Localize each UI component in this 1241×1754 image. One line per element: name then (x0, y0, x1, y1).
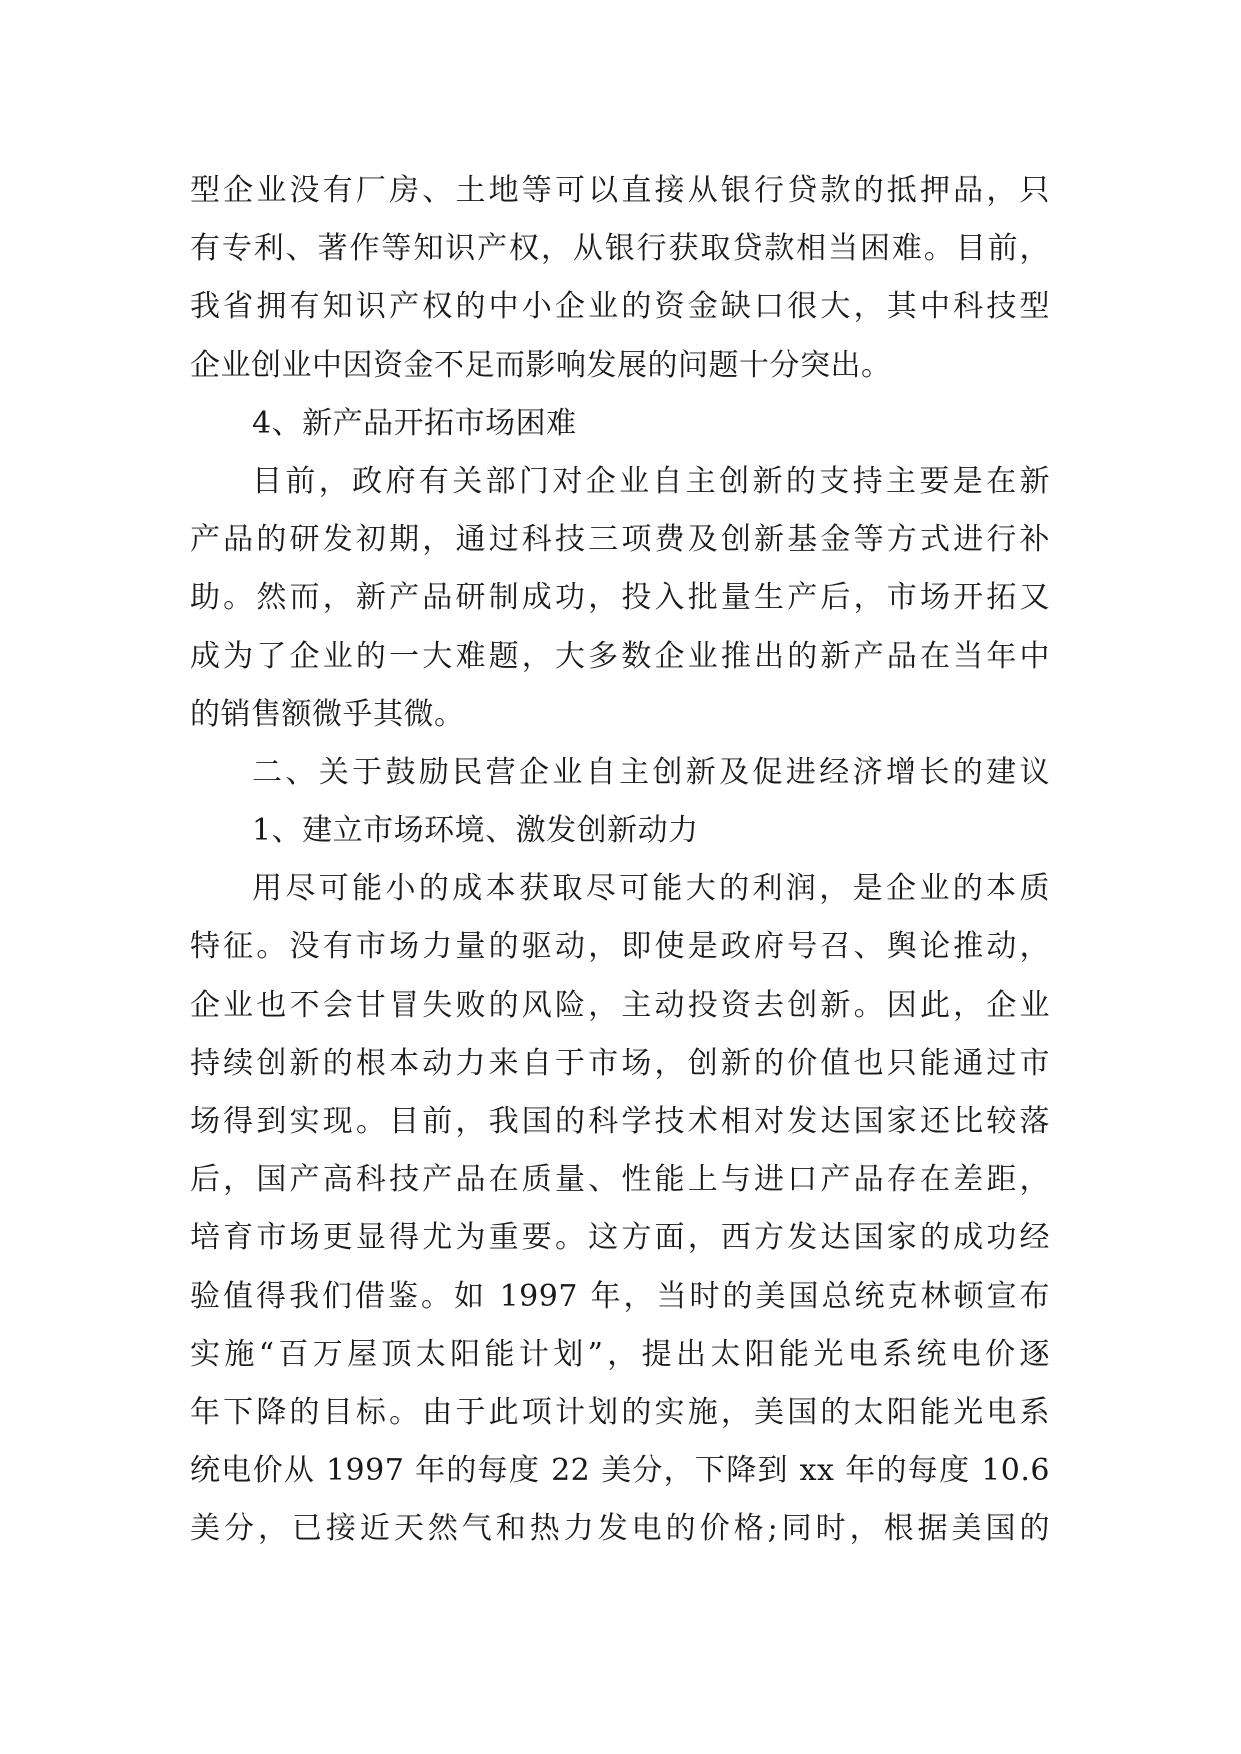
text-line: 统电价从 1997 年的每度 22 美分，下降到 xx 年的每度 10.6 (190, 1453, 1050, 1489)
text-line: 年下降的目标。由于此项计划的实施，美国的太阳能光电系 (190, 1394, 1050, 1430)
text-line: 培育市场更显得尤为重要。这方面，西方发达国家的成功经 (190, 1220, 1050, 1256)
section-heading: 4、新产品开拓市场困难 (252, 405, 577, 441)
text-line: 实施“百万屋顶太阳能计划”，提出太阳能光电系统电价逐 (190, 1336, 1050, 1372)
document-page (190, 162, 1050, 1559)
text-line: 美分，已接近天然气和热力发电的价格;同时，根据美国的 (190, 1511, 1050, 1547)
text-line: 助。然而，新产品研制成功，投入批量生产后，市场开拓又 (190, 580, 1050, 616)
text-line: 特征。没有市场力量的驱动，即使是政府号召、舆论推动， (190, 929, 1050, 965)
text-line: 用尽可能小的成本获取尽可能大的利润，是企业的本质 (252, 871, 1050, 907)
text-line: 持续创新的根本动力来自于市场，创新的价值也只能通过市 (190, 1045, 1050, 1081)
text-line: 成为了企业的一大难题，大多数企业推出的新产品在当年中 (190, 638, 1050, 674)
text-line: 企业创业中因资金不足而影响发展的问题十分突出。 (190, 347, 892, 383)
text-line: 我省拥有知识产权的中小企业的资金缺口很大，其中科技型 (190, 289, 1050, 325)
section-heading: 二、关于鼓励民营企业自主创新及促进经济增长的建议 (252, 754, 1050, 790)
text-line: 后，国产高科技产品在质量、性能上与进口产品存在差距， (190, 1162, 1050, 1198)
text-line: 验值得我们借鉴。如 1997 年，当时的美国总统克林顿宣布 (190, 1278, 1050, 1314)
text-line: 有专利、著作等知识产权，从银行获取贷款相当困难。目前， (190, 231, 1050, 267)
section-heading: 1、建立市场环境、激发创新动力 (252, 813, 699, 849)
text-line: 型企业没有厂房、土地等可以直接从银行贷款的抵押品，只 (190, 173, 1050, 208)
text-line: 场得到实现。目前，我国的科学技术相对发达国家还比较落 (190, 1104, 1050, 1139)
text-line: 的销售额微乎其微。 (190, 696, 465, 732)
text-line: 产品的研发初期，通过科技三项费及创新基金等方式进行补 (190, 522, 1050, 558)
text-line: 目前，政府有关部门对企业自主创新的支持主要是在新 (252, 463, 1050, 499)
text-line: 企业也不会甘冒失败的风险，主动投资去创新。因此，企业 (190, 987, 1050, 1023)
